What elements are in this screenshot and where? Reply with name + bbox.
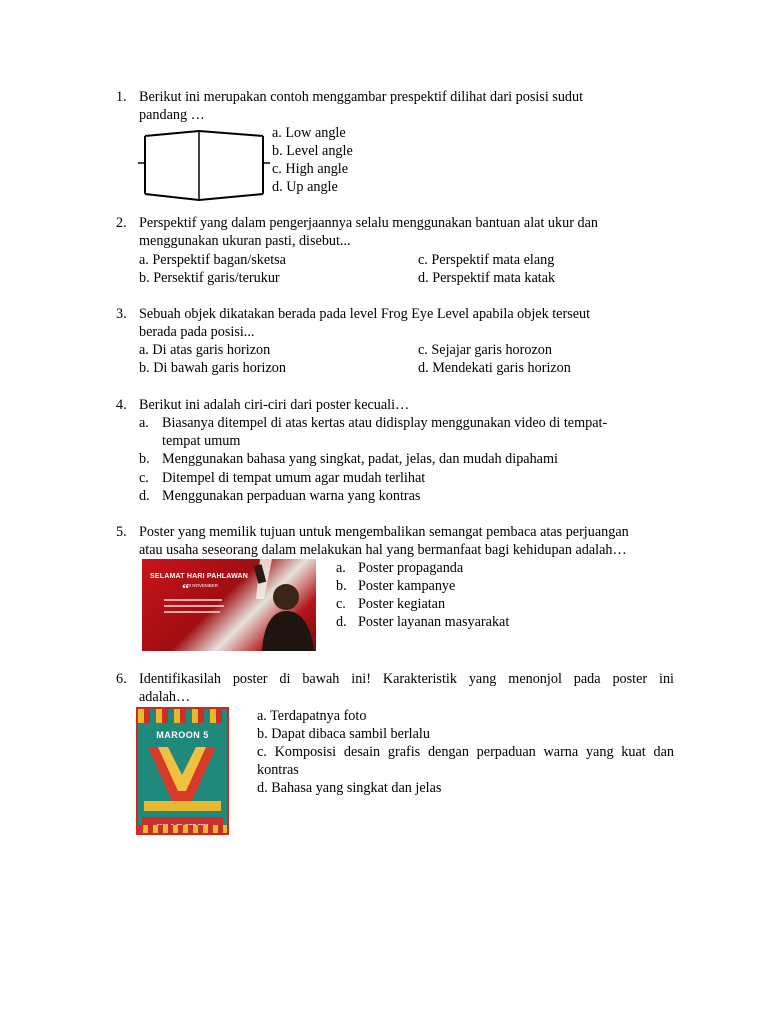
poster-pattern-band bbox=[138, 709, 227, 723]
option-d[interactable]: d. Perspektif mata katak bbox=[418, 270, 556, 286]
question-text: pandang … bbox=[139, 107, 205, 123]
question-text: berada pada posisi... bbox=[139, 324, 255, 340]
poster-text-line bbox=[164, 611, 220, 613]
option-d[interactable]: d. Mendekati garis horizon bbox=[418, 360, 571, 376]
option-c[interactable]: Poster kegiatan bbox=[358, 596, 446, 612]
option-d[interactable]: Menggunakan perpaduan warna yang kontras bbox=[162, 488, 421, 504]
option-letter: b. bbox=[139, 451, 150, 467]
option-c[interactable]: c. High angle bbox=[272, 161, 349, 177]
option-a[interactable]: a. Low angle bbox=[272, 125, 346, 141]
question-text: menggunakan ukuran pasti, disebut... bbox=[139, 233, 351, 249]
option-letter: d. bbox=[139, 488, 150, 504]
poster-subtitle: 10 NOVEMBER bbox=[186, 583, 219, 588]
question-number: 3. bbox=[116, 306, 127, 322]
option-a-continued[interactable]: tempat umum bbox=[162, 433, 241, 449]
question-text: Perspektif yang dalam pengerjaannya selalu menggunakan bantuan alat ukur dan bbox=[139, 215, 598, 231]
option-b[interactable]: b. Di bawah garis horizon bbox=[139, 360, 286, 376]
maroon5-concert-poster-image bbox=[136, 707, 229, 835]
question-text: Berikut ini adalah ciri-ciri dari poster kecuali… bbox=[139, 397, 410, 413]
poster-text-line bbox=[164, 599, 222, 601]
option-d[interactable]: d. Up angle bbox=[272, 179, 338, 195]
option-letter: c. bbox=[336, 596, 346, 612]
question-text: adalah… bbox=[139, 689, 191, 705]
option-c-continued[interactable]: kontras bbox=[257, 762, 299, 778]
poster-text-line bbox=[164, 605, 224, 607]
option-c[interactable]: Ditempel di tempat umum agar mudah terlihat bbox=[162, 470, 426, 486]
figure-silhouette-icon bbox=[242, 559, 316, 651]
option-c[interactable]: c. Komposisi desain grafis dengan perpaduan warna yang kuat dan bbox=[257, 744, 674, 760]
option-d[interactable]: Poster layanan masyarakat bbox=[358, 614, 510, 630]
option-b[interactable]: b. Level angle bbox=[272, 143, 353, 159]
question-text: Poster yang memilik tujuan untuk mengembalikan semangat pembaca atas perjuangan bbox=[139, 524, 629, 540]
perspective-box-drawing bbox=[137, 130, 273, 202]
poster-pattern-band bbox=[138, 825, 227, 835]
question-text: Berikut ini merupakan contoh menggambar prespektif dilihat dari posisi sudut bbox=[139, 89, 584, 105]
quote-mark-icon: “ bbox=[182, 582, 189, 597]
option-b[interactable]: b. Persektif garis/terukur bbox=[139, 270, 280, 286]
option-b[interactable]: b. Dapat dibaca sambil berlalu bbox=[257, 726, 430, 742]
option-a[interactable]: Poster propaganda bbox=[358, 560, 464, 576]
question-number: 1. bbox=[116, 89, 127, 105]
option-letter: a. bbox=[336, 560, 346, 576]
question-number: 4. bbox=[116, 397, 127, 413]
question-number: 2. bbox=[116, 215, 127, 231]
question-number: 5. bbox=[116, 524, 127, 540]
poster-title: SELAMAT HARI PAHLAWAN bbox=[150, 573, 249, 580]
option-a[interactable]: a. Perspektif bagan/sketsa bbox=[139, 252, 286, 268]
option-letter: a. bbox=[139, 415, 149, 431]
option-a[interactable]: a. Di atas garis horizon bbox=[139, 342, 271, 358]
option-letter: c. bbox=[139, 470, 149, 486]
question-text: Sebuah objek dikatakan berada pada level Frog Eye Level apabila objek terseut bbox=[139, 306, 591, 322]
question-text: Identifikasilah poster di bawah ini! Karakteristik yang menonjol pada poster ini bbox=[139, 671, 674, 687]
option-letter: b. bbox=[336, 578, 347, 594]
option-c[interactable]: c. Perspektif mata elang bbox=[418, 252, 555, 268]
hero-day-poster-image bbox=[142, 559, 316, 651]
option-letter: d. bbox=[336, 614, 347, 630]
option-b[interactable]: Poster kampanye bbox=[358, 578, 456, 594]
poster-brand: MAROON 5 bbox=[156, 730, 209, 740]
mv-logo-icon bbox=[144, 741, 221, 811]
option-c[interactable]: c. Sejajar garis horozon bbox=[418, 342, 552, 358]
question-number: 6. bbox=[116, 671, 127, 687]
option-a[interactable]: Biasanya ditempel di atas kertas atau didisplay menggunakan video di tempat- bbox=[162, 415, 608, 431]
option-b[interactable]: Menggunakan bahasa yang singkat, padat, jelas, dan mudah dipahami bbox=[162, 451, 558, 467]
option-d[interactable]: d. Bahasa yang singkat dan jelas bbox=[257, 780, 442, 796]
option-a[interactable]: a. Terdapatnya foto bbox=[257, 708, 367, 724]
question-text: atau usaha seseorang dalam melakukan hal yang bermanfaat bagi kehidupan adalah… bbox=[139, 542, 627, 558]
